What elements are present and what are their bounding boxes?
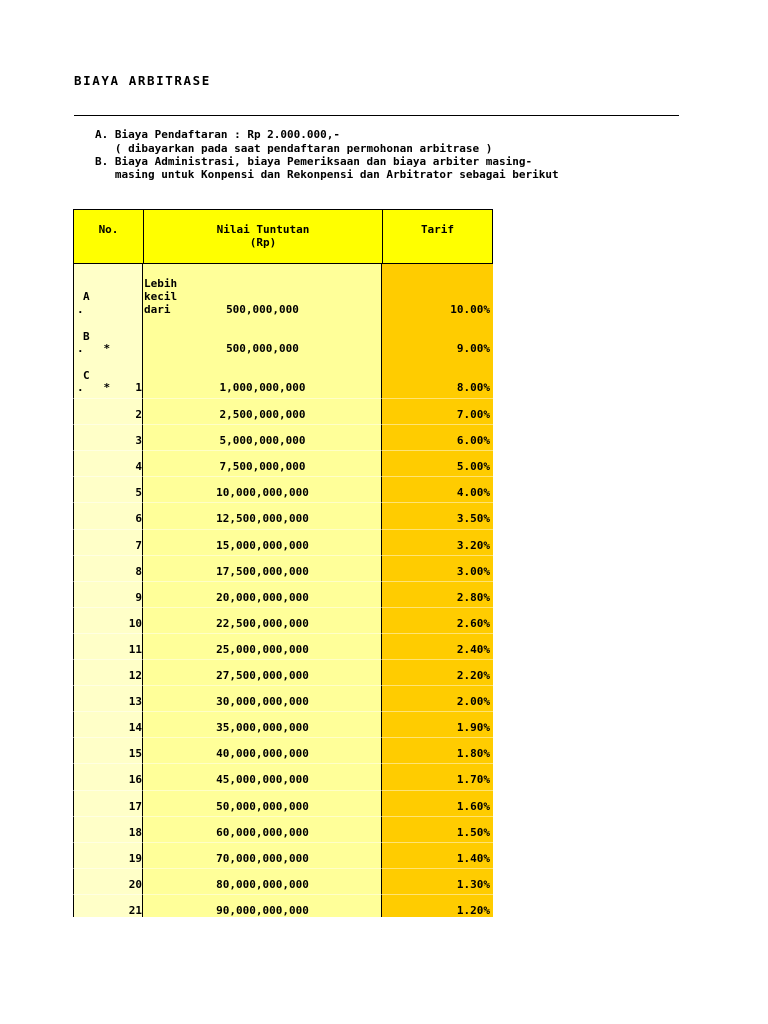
row-no: 12	[128, 669, 142, 682]
row-a-dot: .	[77, 303, 84, 316]
row-no: 20	[128, 877, 142, 891]
row-no: 2	[135, 408, 142, 421]
row-value: 60,000,000,000	[216, 825, 309, 839]
row-value: 22,500,000,000	[216, 616, 309, 630]
row-value: 80,000,000,000	[216, 877, 309, 891]
row-tarif: 1.70%	[456, 773, 490, 787]
row-no: 19	[128, 851, 142, 865]
row-tarif: 1.60%	[456, 799, 490, 813]
row-a-value: 500,000,000	[226, 303, 299, 316]
row-tarif: 1.40%	[456, 851, 490, 865]
row-no: 6	[135, 512, 142, 526]
row-value: 20,000,000,000	[216, 590, 309, 604]
row-no: 14	[128, 721, 142, 735]
table-row	[73, 843, 493, 869]
table-row	[73, 712, 493, 738]
row-no: 4	[135, 460, 142, 474]
row-no: 13	[128, 695, 142, 709]
row-value: 25,000,000,000	[216, 642, 309, 656]
row-no: 7	[135, 538, 142, 552]
note-line-a: A. Biaya Pendaftaran : Rp 2.000.000,-	[95, 128, 341, 141]
table-row	[73, 869, 493, 895]
table-row	[73, 634, 493, 660]
row-a-letter: A	[83, 290, 90, 303]
row-c-dot: . *	[77, 381, 111, 394]
row-b-letter: B	[83, 330, 90, 343]
row-tarif: 3.00%	[456, 564, 490, 578]
row-c-no: 1	[135, 381, 142, 394]
row-value: 30,000,000,000	[216, 695, 309, 709]
table-row	[73, 530, 493, 556]
row-b-value: 500,000,000	[226, 342, 299, 355]
row-value: 12,500,000,000	[216, 512, 309, 526]
row-value: 35,000,000,000	[216, 721, 309, 735]
row-no: 11	[128, 642, 142, 656]
row-c-tarif: 8.00%	[456, 381, 490, 394]
row-tarif: 7.00%	[456, 408, 490, 421]
table-row	[73, 686, 493, 712]
row-b-dot: . *	[77, 342, 111, 355]
title-divider	[74, 115, 679, 116]
table-row	[73, 503, 493, 529]
row-value: 15,000,000,000	[216, 538, 309, 552]
row-no: 17	[128, 799, 142, 813]
row-tarif: 2.80%	[456, 590, 490, 604]
row-no: 5	[135, 486, 142, 500]
row-value: 50,000,000,000	[216, 799, 309, 813]
header-cell-tarif	[382, 209, 493, 264]
row-value: 27,500,000,000	[216, 669, 309, 682]
row-no: 21	[128, 903, 142, 917]
table-row	[73, 764, 493, 790]
row-value: 5,000,000,000	[219, 434, 306, 448]
note-line-b: B. Biaya Administrasi, biaya Pemeriksaan dan biaya arbiter masing-	[95, 155, 533, 168]
row-tarif: 2.00%	[456, 695, 490, 709]
header-cell-no	[73, 209, 144, 264]
row-value: 10,000,000,000	[216, 486, 309, 500]
row-value: 7,500,000,000	[219, 460, 306, 474]
header-no: No.	[98, 223, 119, 236]
row-value: 40,000,000,000	[216, 747, 309, 761]
row-c-letter: C	[83, 369, 90, 382]
table-row	[73, 895, 493, 921]
table-row	[73, 399, 493, 425]
table-row	[73, 425, 493, 451]
page-title: BIAYA ARBITRASE	[74, 73, 211, 88]
row-value: 90,000,000,000	[216, 903, 309, 917]
row-tarif: 1.90%	[456, 721, 490, 735]
row-tarif: 4.00%	[456, 486, 490, 500]
row-no: 10	[128, 616, 142, 630]
note-line-a-detail: ( dibayarkan pada saat pendaftaran permohonan arbitrase )	[95, 142, 493, 155]
header-nilai-unit: (Rp)	[249, 236, 277, 249]
header-tarif: Tarif	[420, 223, 455, 236]
row-tarif: 3.50%	[456, 512, 490, 526]
row-c-value: 1,000,000,000	[219, 381, 306, 394]
table-row	[73, 477, 493, 503]
row-no: 8	[135, 564, 142, 578]
row-value: 2,500,000,000	[219, 408, 306, 421]
row-tarif: 2.20%	[456, 669, 490, 682]
row-a-text: Lebih kecil dari	[144, 277, 178, 316]
row-no: 9	[135, 590, 142, 604]
row-tarif: 2.60%	[456, 616, 490, 630]
table-row	[73, 556, 493, 582]
row-tarif: 5.00%	[456, 460, 490, 474]
row-no: 18	[128, 825, 142, 839]
row-no: 15	[128, 747, 142, 761]
row-tarif: 6.00%	[456, 434, 490, 448]
table-row	[73, 451, 493, 477]
row-a-tarif: 10.00%	[450, 303, 490, 316]
row-value: 70,000,000,000	[216, 851, 309, 865]
row-tarif: 1.50%	[456, 825, 490, 839]
tariff-table	[73, 209, 493, 917]
row-value: 45,000,000,000	[216, 773, 309, 787]
row-tarif: 1.80%	[456, 747, 490, 761]
table-row	[73, 582, 493, 608]
note-line-b-cont: masing untuk Konpensi dan Rekonpensi dan Arbitrator sebagai berikut	[95, 168, 559, 181]
row-no: 3	[135, 434, 142, 448]
row-no: 16	[128, 773, 142, 787]
row-b-tarif: 9.00%	[456, 342, 490, 355]
header-cell-nilai	[143, 209, 383, 264]
row-tarif: 1.30%	[456, 877, 490, 891]
table-row	[73, 791, 493, 817]
row-tarif: 3.20%	[456, 538, 490, 552]
table-row	[73, 738, 493, 764]
table-row	[73, 817, 493, 843]
row-value: 17,500,000,000	[216, 564, 309, 578]
header-nilai: Nilai Tuntutan	[216, 223, 310, 236]
table-row	[73, 660, 493, 686]
table-row	[73, 608, 493, 634]
row-tarif: 1.20%	[456, 903, 490, 917]
row-tarif: 2.40%	[456, 642, 490, 656]
